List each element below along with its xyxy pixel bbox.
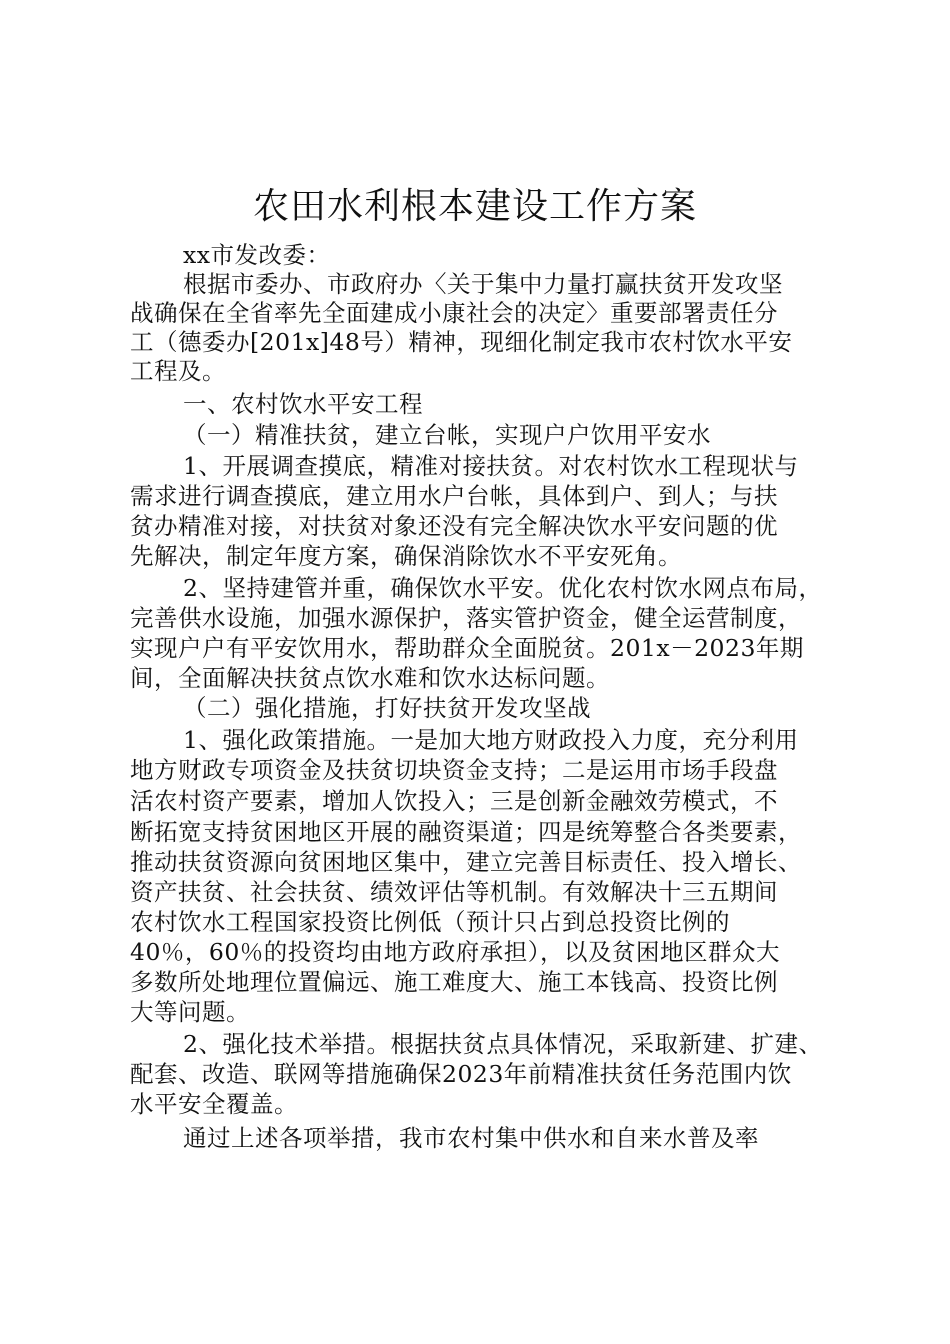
paragraph-line: 根据市委办、市政府办〈关于集中力量打赢扶贫开发攻坚: [183, 270, 783, 298]
paragraph-line: 断拓宽支持贫困地区开展的融资渠道；四是统筹整合各类要素，: [130, 818, 802, 846]
paragraph-line: 完善供水设施，加强水源保护，落实管护资金，健全运营制度，: [130, 604, 802, 632]
paragraph-line: 推动扶贫资源向贫困地区集中，建立完善目标责任、投入增长、: [130, 848, 802, 876]
paragraph-line: 水平安全覆盖。: [130, 1090, 298, 1118]
subsection-heading: （二）强化措施，打好扶贫开发攻坚战: [183, 694, 591, 722]
paragraph-line: 需求进行调查摸底，建立用水户台帐，具体到户、到人；与扶: [130, 482, 778, 510]
salutation: xx市发改委：: [183, 241, 331, 269]
subsection-heading: （一）精准扶贫，建立台帐，实现户户饮用平安水: [183, 421, 711, 449]
section-heading: 一、农村饮水平安工程: [183, 390, 423, 418]
document-title: 农田水利根本建设工作方案: [252, 186, 697, 227]
paragraph-line: 配套、改造、联网等措施确保2023年前精准扶贫任务范围内饮: [130, 1060, 792, 1088]
paragraph-line: 2、坚持建管并重，确保饮水平安。优化农村饮水网点布局，: [183, 574, 823, 602]
paragraph-line: 1、开展调查摸底，精准对接扶贫。对农村饮水工程现状与: [183, 452, 799, 480]
paragraph-line: 农村饮水工程国家投资比例低（预计只占到总投资比例的: [130, 908, 730, 936]
paragraph-line: 40％，60％的投资均由地方政府承担），以及贫困地区群众大: [130, 938, 781, 966]
paragraph-line: 战确保在全省率先全面建成小康社会的决定〉重要部署责任分: [130, 299, 778, 327]
paragraph-line: 工（德委办[201x]48号）精神，现细化制定我市农村饮水平安: [130, 328, 793, 356]
paragraph-line: 1、强化政策措施。一是加大地方财政投入力度，充分利用: [183, 726, 799, 754]
paragraph-line: 实现户户有平安饮用水，帮助群众全面脱贫。201x－2023年期: [130, 634, 804, 662]
paragraph-line: 2、强化技术举措。根据扶贫点具体情况，采取新建、扩建、: [183, 1030, 823, 1058]
paragraph-line: 活农村资产要素，增加人饮投入；三是创新金融效劳模式，不: [130, 787, 778, 815]
paragraph-line: 通过上述各项举措，我市农村集中供水和自来水普及率: [183, 1124, 759, 1152]
paragraph-line: 大等问题。: [130, 998, 250, 1026]
paragraph-line: 工程及。: [130, 357, 226, 385]
paragraph-line: 资产扶贫、社会扶贫、绩效评估等机制。有效解决十三五期间: [130, 878, 778, 906]
paragraph-line: 贫办精准对接，对扶贫对象还没有完全解决饮水平安问题的优: [130, 512, 778, 540]
paragraph-line: 地方财政专项资金及扶贫切块资金支持；二是运用市场手段盘: [130, 756, 778, 784]
paragraph-line: 多数所处地理位置偏远、施工难度大、施工本钱高、投资比例: [130, 968, 778, 996]
paragraph-line: 间，全面解决扶贫点饮水难和饮水达标问题。: [130, 664, 610, 692]
paragraph-line: 先解决，制定年度方案，确保消除饮水不平安死角。: [130, 542, 682, 570]
